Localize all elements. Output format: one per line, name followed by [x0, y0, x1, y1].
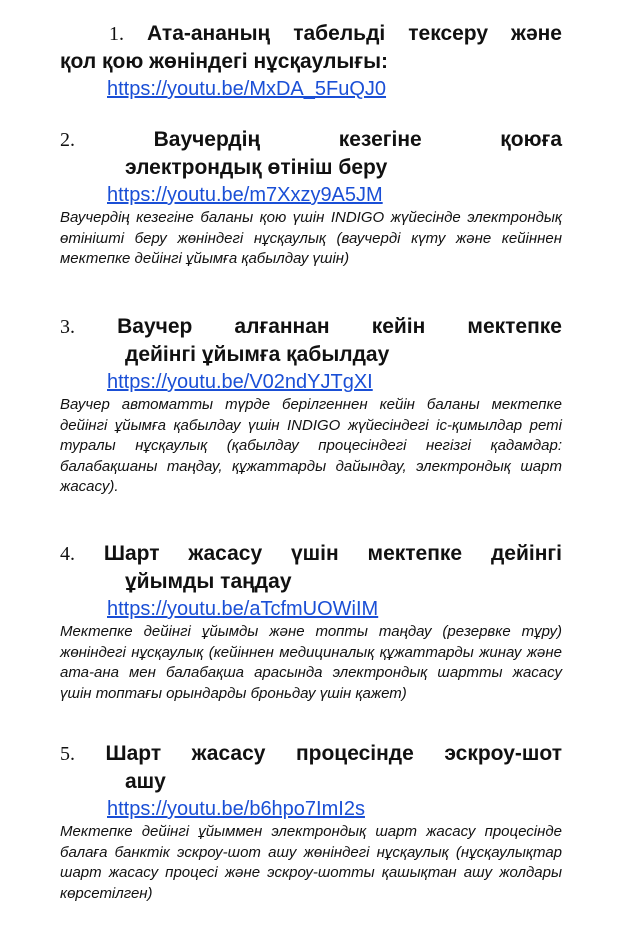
title-line-1: 3. Ваучер алғаннан кейін мектепке — [60, 315, 562, 338]
item-number: 1. — [109, 23, 124, 45]
video-link[interactable]: https://youtu.be/b6hpo7ImI2s — [107, 798, 365, 820]
title-line-1: 5. Шарт жасасу процесінде эскроу-шот — [60, 742, 562, 765]
item-description: Ваучер автоматты түрде берілгеннен кейін баланы мектепке дейінгі ұйымға қабылдау үшін INDIGO жүйесіндегі іс-қимылдар реті туралы нұсқаулық (қабылдау процесіндегі негізгі қадамдар: балабақшаны таңдау, құжаттарды дайындау, электрондық шарт жасасу). — [60, 396, 562, 495]
title-line-2: дейінгі ұйымға қабылдау — [125, 343, 390, 366]
title-line-1: 1. Ата-ананың табельді тексеру және — [109, 22, 562, 45]
title-line-2: ұйымды таңдау — [125, 570, 292, 593]
instruction-item-1 — [60, 20, 562, 102]
item-number: 3. — [60, 316, 75, 338]
instruction-item-2 — [60, 126, 562, 270]
item-title — [60, 313, 562, 369]
item-number: 2. — [60, 129, 75, 151]
video-link[interactable]: https://youtu.be/MxDA_5FuQJ0 — [107, 78, 387, 100]
video-link[interactable]: https://youtu.be/aTcfmUOWiIM — [107, 598, 379, 620]
title-line-2: қол қою жөніндегі нұсқаулығы: — [60, 50, 389, 73]
title-line-2: электрондық өтініш беру — [125, 156, 388, 179]
item-title — [60, 20, 562, 76]
instruction-item-5 — [60, 740, 562, 904]
video-link[interactable]: https://youtu.be/V02ndYJTgXI — [107, 371, 373, 393]
title-line-1: 2. Ваучердің кезегіне қоюға — [60, 128, 562, 151]
item-description: Ваучердің кезегіне баланы қою үшін INDIGO жүйесінде электрондық өтінішті беру жөніндегі нұсқаулық (ваучерді күту және кейіннен мектепке дейінгі ұйымға қабылдау үшін) — [60, 209, 562, 267]
item-title — [60, 740, 562, 796]
item-description: Мектепке дейінгі ұйыммен электрондық шарт жасасу процесінде балаға банктік эскроу-шот ашу жөніндегі нұсқаулық (нұсқаулықтар шарт жасасу процесі және эскроу-шотты қашықтан ашу жолдары көрсетілген) — [60, 823, 562, 902]
item-title — [60, 126, 562, 182]
item-title — [60, 540, 562, 596]
title-line-2: ашу — [125, 770, 166, 793]
item-number: 5. — [60, 743, 75, 765]
instruction-item-3 — [60, 313, 562, 498]
video-link[interactable]: https://youtu.be/m7Xxzy9A5JM — [107, 184, 383, 206]
title-line-1: 4. Шарт жасасу үшін мектепке дейінгі — [60, 542, 562, 565]
instruction-item-4 — [60, 540, 562, 704]
item-number: 4. — [60, 543, 75, 565]
item-description: Мектепке дейінгі ұйымды және топты таңдау (резервке тұру) жөніндегі нұсқаулық (кейіннен медициналық құжаттарды жинау және ата-ана мен балабақша арасында электрондық шартты жасасу үшін топтағы орындарды броньдау үшін қажет) — [60, 623, 562, 702]
